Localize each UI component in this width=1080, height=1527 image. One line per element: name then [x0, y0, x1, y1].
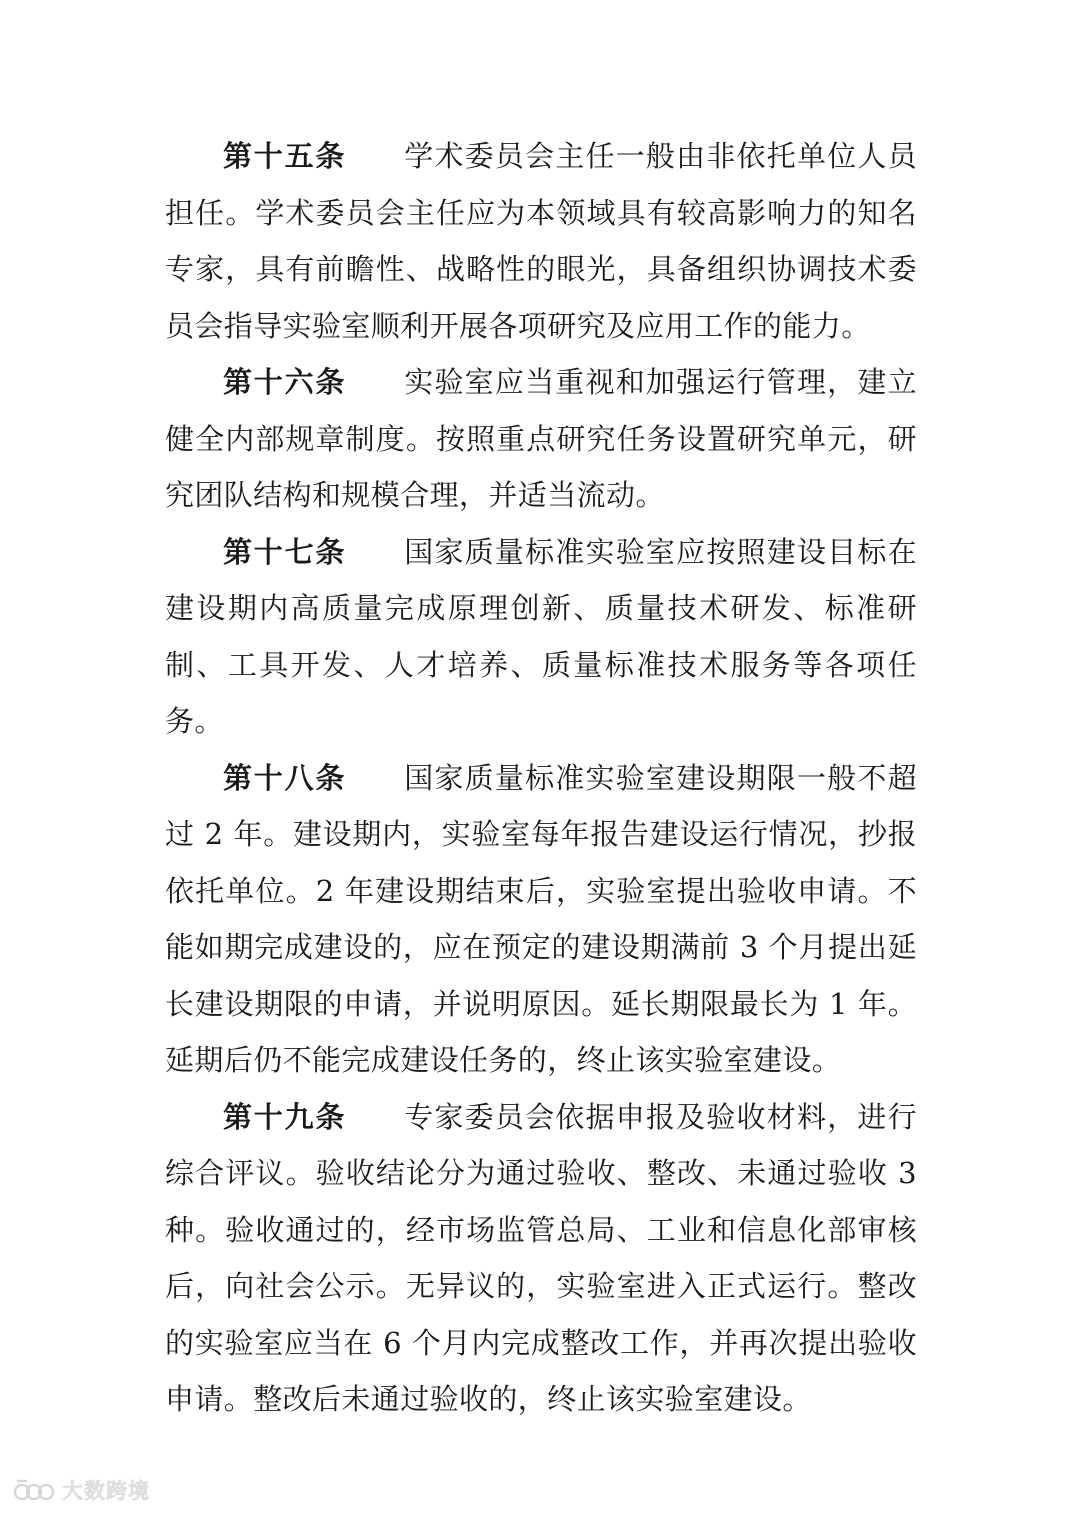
article-15 [165, 128, 917, 354]
document-page [165, 128, 917, 1428]
article-title: 第十七条 [223, 534, 347, 569]
article-body: 专家委员会依据申报及验收材料，进行综合评议。验收结论分为通过验收、整改、未通过验收 3 种。验收通过的，经市场监管总局、工业和信息化部审核后，向社会公示。无异议的，实验室进入正式运行。整改的实验室应当在 6 个月内完成整改工作，并再次提出验收申请。整改后未通过验收的，终止该实验室建设。 [165, 1099, 917, 1416]
article-body: 国家质量标准实验室建设期限一般不超过 2 年。建设期内，实验室每年报告建设运行情况，抄报依托单位。2 年建设期结束后，实验室提出验收申请。不能如期完成建设的，应在预定的建设期满前 3 个月提出延长建设期限的申请，并说明原因。延长期限最长为 1 年。延期后仍不能完成建设任务的，终止该实验室建设。 [165, 760, 917, 1077]
article-title: 第十六条 [223, 365, 347, 399]
article-title: 第十八条 [223, 760, 347, 795]
article-title: 第十五条 [223, 139, 347, 173]
article-16 [165, 354, 917, 524]
article-17 [165, 524, 917, 750]
watermark-text: 大数跨境 [62, 1479, 150, 1503]
article-title: 第十九条 [223, 1099, 347, 1134]
article-body: 国家质量标准实验室应按照建设目标在建设期内高质量完成原理创新、质量技术研发、标准研制、工具开发、人才培养、质量标准技术服务等各项任务。 [165, 534, 917, 738]
article-body: 学术委员会主任一般由非依托单位人员担任。学术委员会主任应为本领域具有较高影响力的知名专家，具有前瞻性、战略性的眼光，具备组织协调技术委员会指导实验室顺利开展各项研究及应用工作的能力。 [165, 139, 917, 343]
logo-icon [12, 1475, 56, 1505]
article-18 [165, 750, 917, 1089]
article-19 [165, 1089, 917, 1428]
watermark [12, 1470, 150, 1510]
article-body: 实验室应当重视和加强运行管理，建立健全内部规章制度。按照重点研究任务设置研究单元，研究团队结构和规模合理，并适当流动。 [165, 365, 917, 512]
